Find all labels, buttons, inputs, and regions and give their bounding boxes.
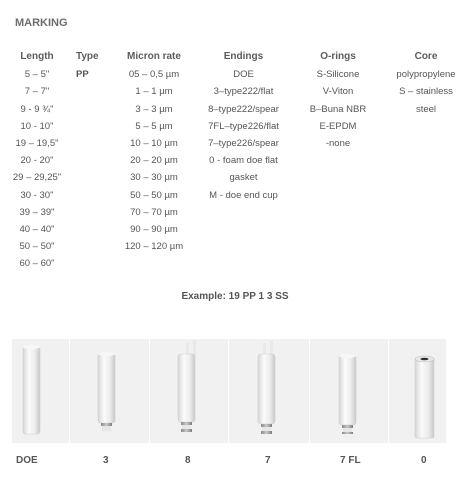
length-value: 39 – 39" bbox=[19, 206, 55, 218]
photo-label-3: 3 bbox=[103, 455, 109, 466]
micron-value: 50 – 50 µm bbox=[130, 189, 178, 201]
micron-value: 05 – 0,5 µm bbox=[128, 69, 180, 81]
endings-value: 7FL–type226/flat bbox=[208, 120, 279, 132]
micron-value: 5 – 5 µm bbox=[135, 120, 173, 132]
length-header: Length bbox=[20, 51, 54, 62]
orings-value: E-EPDM bbox=[319, 120, 357, 132]
micron-value: 120 – 120 µm bbox=[124, 241, 184, 253]
length-value: 50 – 50" bbox=[19, 241, 55, 253]
photo-label-7: 7 bbox=[265, 455, 271, 466]
endings-value: 7–type226/spear bbox=[208, 138, 279, 150]
core-value: polypropylene bbox=[396, 69, 456, 81]
orings-header: O-rings bbox=[320, 51, 356, 62]
orings-value: V-Viton bbox=[322, 86, 354, 98]
endings-value: M - doe end cup bbox=[209, 189, 278, 201]
length-value: 40 – 40" bbox=[19, 224, 55, 236]
micron-value: 1 – 1 µm bbox=[135, 86, 173, 98]
length-value: 10 - 10" bbox=[20, 120, 54, 132]
micron-value: 90 – 90 µm bbox=[130, 224, 178, 236]
endings-header: Endings bbox=[223, 51, 264, 62]
core-value: steel bbox=[415, 103, 437, 115]
micron-value: 20 – 20 µm bbox=[130, 155, 178, 167]
length-value: 19 – 19,5" bbox=[15, 138, 59, 150]
example-code: Example: 19 PP 1 3 SS bbox=[181, 291, 289, 302]
type-header: Type bbox=[76, 51, 99, 62]
page-heading: MARKING bbox=[15, 17, 68, 29]
length-value: 30 - 30" bbox=[20, 189, 54, 201]
photo-label-7fl: 7 FL bbox=[340, 455, 361, 466]
photo-label-0: 0 bbox=[421, 455, 427, 466]
length-value: 9 - 9 ¾" bbox=[20, 103, 54, 115]
micron-value: 30 – 30 µm bbox=[130, 172, 178, 184]
orings-value: S-Silicone bbox=[316, 69, 360, 81]
length-value: 20 - 20" bbox=[20, 155, 54, 167]
endings-value: 8–type222/spear bbox=[208, 103, 279, 115]
orings-value: -none bbox=[325, 138, 351, 150]
length-value: 7 – 7" bbox=[24, 86, 50, 98]
endings-value: DOE bbox=[233, 69, 254, 81]
endings-value: gasket bbox=[229, 172, 258, 184]
length-value: 29 – 29,25" bbox=[12, 172, 62, 184]
core-header: Core bbox=[414, 51, 438, 62]
core-value: S – stainless bbox=[399, 86, 453, 98]
length-value: 60 – 60" bbox=[19, 258, 55, 270]
photo-label-doe: DOE bbox=[16, 455, 38, 466]
length-value: 5 – 5" bbox=[24, 69, 50, 81]
orings-value: B–Buna NBR bbox=[309, 103, 367, 115]
micron-value: 10 – 10 µm bbox=[130, 138, 178, 150]
endings-value: 3–type222/flat bbox=[213, 86, 274, 98]
micron-header: Micron rate bbox=[127, 51, 181, 62]
photo-label-8: 8 bbox=[185, 455, 191, 466]
endings-value: 0 - foam doe flat bbox=[209, 155, 278, 167]
micron-value: 70 – 70 µm bbox=[130, 206, 178, 218]
type-value: PP bbox=[76, 69, 89, 81]
micron-value: 3 – 3 µm bbox=[135, 103, 173, 115]
